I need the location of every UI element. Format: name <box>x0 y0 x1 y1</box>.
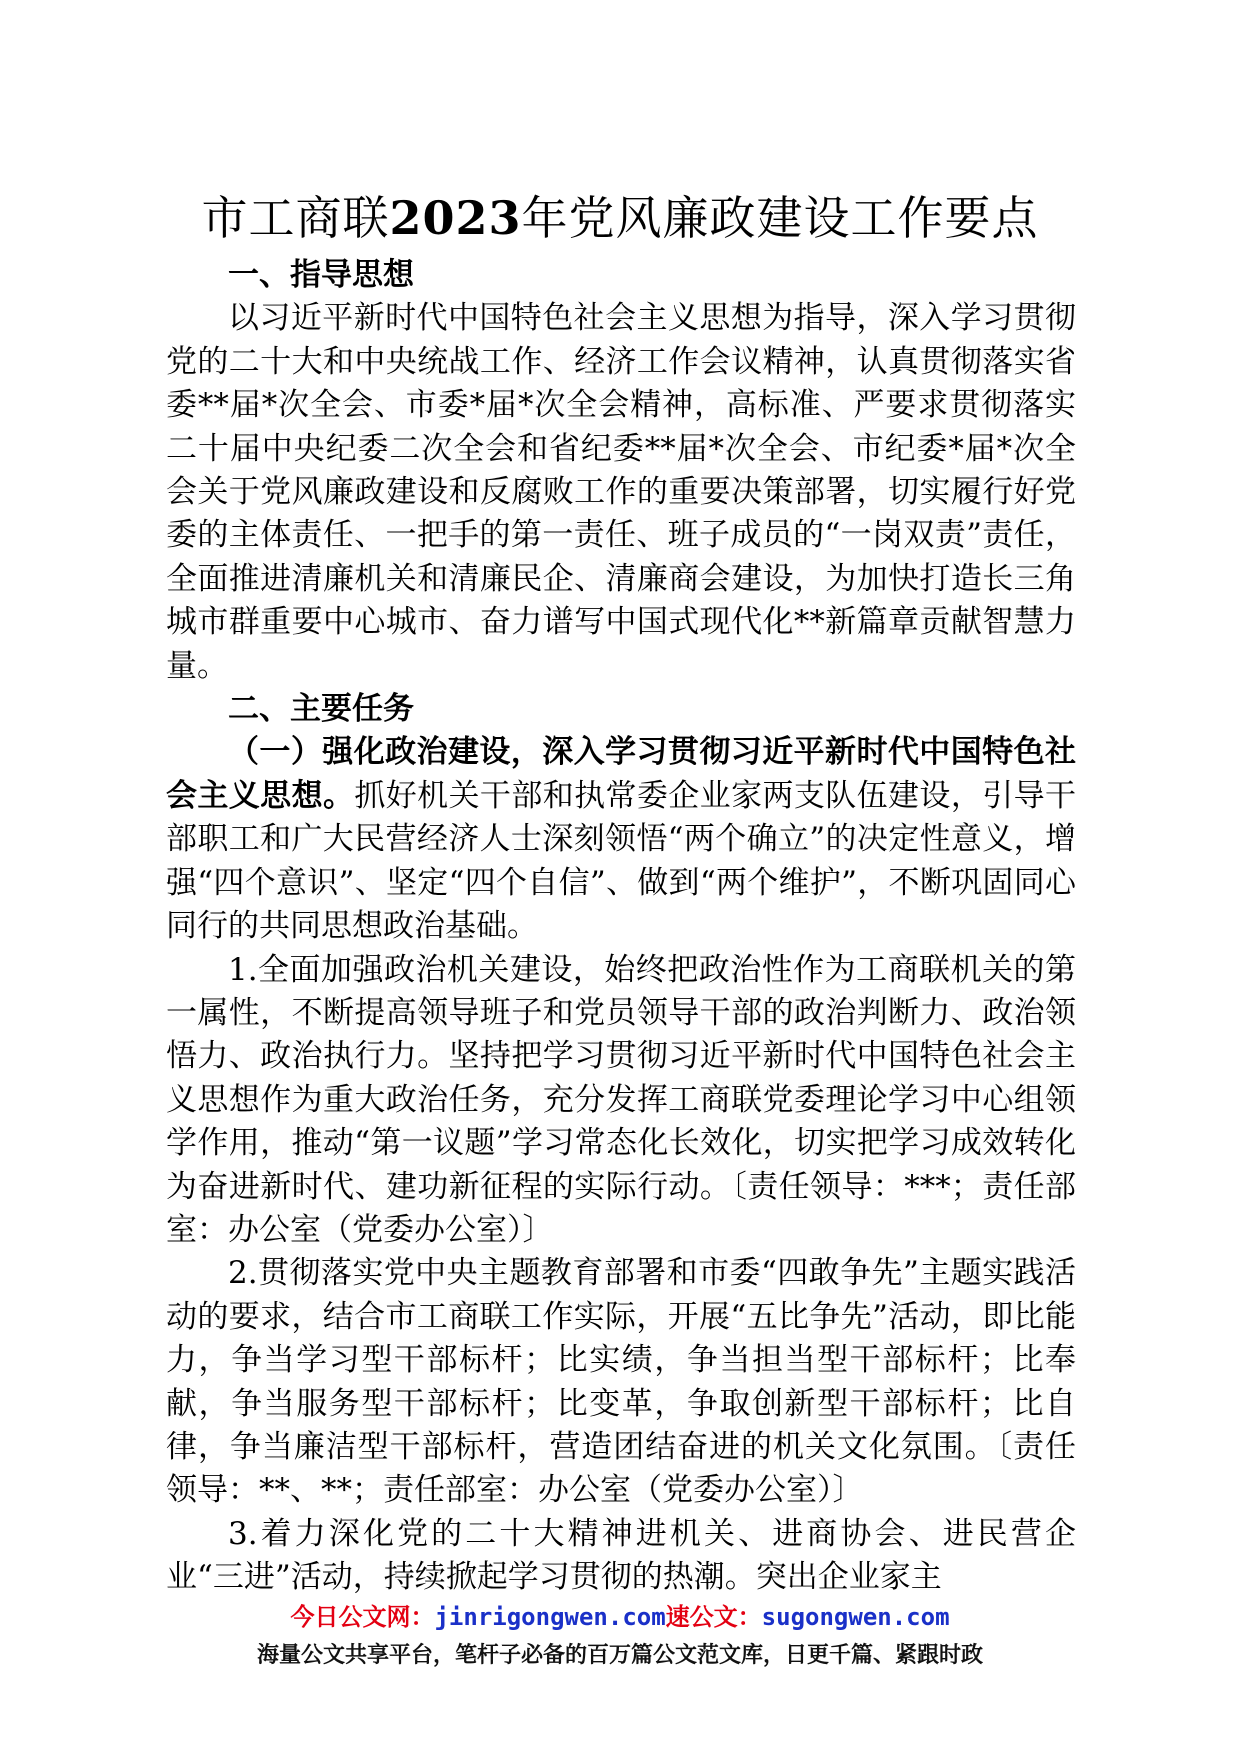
subsection-text: 抓好机关干部和执常委企业家两支队伍建设，引导干部职工和广大民营经济人士深刻领悟“两个确立”的决定性意义，增强“四个意识”、坚定“四个自信”、做到“两个维护”，不断巩固同心同行的共同思想政治基础。 <box>166 777 1076 945</box>
section-heading-main-tasks: 二、主要任务 <box>228 691 414 728</box>
document-body <box>166 254 1076 1600</box>
title-prefix: 市工商联 <box>201 191 390 245</box>
paragraph-guiding-thought: 以习近平新时代中国特色社会主义思想为指导，深入学习贯彻党的二十大和中央统战工作、经济工作会议精神，认真贯彻落实省委**届*次全会、市委*届*次全会精神，高标准、严要求贯彻落实二十届中央纪委二次全会和省纪委**届*次全会、市纪委*届*次全会关于党风廉政建设和反腐败工作的重要决策部署，切实履行好党委的主体责任、一把手的第一责任、班子成员的“一岗双责”责任，全面推进清廉机关和清廉民企、清廉商会建设，为加快打造长三角城市群重要中心城市、奋力谱写中国式现代化**新篇章贡献智慧力量。 <box>166 300 1076 684</box>
site2-label: 速公文： <box>665 1603 762 1631</box>
subsection-lead: （一）强化政治建设，深入学习贯彻习近平新时代中国特色社会主义思想。 <box>166 734 1076 814</box>
list-item-1: 1.全面加强政治机关建设，始终把政治性作为工商联机关的第一属性，不断提高领导班子和党员领导干部的政治判断力、政治领悟力、政治执行力。坚持把学习贯彻习近平新时代中国特色社会主义思想作为重大政治任务，充分发挥工商联党委理论学习中心组领学作用，推动“第一议题”学习常态化长效化，切实把学习成效转化为奋进新时代、建功新征程的实际行动。〔责任领导：***；责任部室：办公室（党委办公室）〕 <box>166 951 1076 1248</box>
site1-label: 今日公文网： <box>290 1603 435 1631</box>
site1-link[interactable]: jinrigongwen.com <box>434 1603 666 1631</box>
footer-sites <box>0 1600 1240 1634</box>
title-suffix: 年党风廉政建设工作要点 <box>521 191 1039 245</box>
list-item-3: 3.着力深化党的二十大精神进机关、进商协会、进民营企业“三进”活动，持续掀起学习贯彻的热潮。突出企业家主 <box>166 1515 1076 1596</box>
document-title <box>0 188 1240 248</box>
section-heading-guiding-thought: 一、指导思想 <box>228 257 414 293</box>
paragraph-political-construction <box>166 731 1076 948</box>
title-year: 2023 <box>389 191 522 245</box>
list-item-2: 2.贯彻落实党中央主题教育部署和市委“四敢争先”主题实践活动的要求，结合市工商联工作实际，开展“五比争先”活动，即比能力，争当学习型干部标杆；比实绩，争当担当型干部标杆；比奉献，争当服务型干部标杆；比变革，争取创新型干部标杆；比自律，争当廉洁型干部标杆，营造团结奋进的机关文化氛围。〔责任领导：**、**；责任部室：办公室（党委办公室）〕 <box>166 1255 1076 1509</box>
footer-slogan: 海量公文共享平台，笔杆子必备的百万篇公文范文库，日更千篇、紧跟时政 <box>256 1643 983 1668</box>
site2-link[interactable]: sugongwen.com <box>761 1603 950 1631</box>
